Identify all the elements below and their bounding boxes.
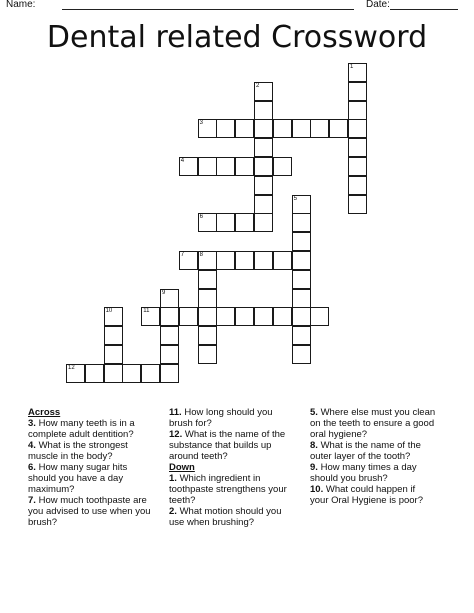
clues-column-3 bbox=[310, 407, 436, 506]
crossword-cell[interactable] bbox=[310, 307, 329, 326]
crossword-cell[interactable] bbox=[104, 364, 123, 383]
clue-item bbox=[310, 407, 436, 440]
clue-text: How much toothpaste are you advised to use when you brush? bbox=[28, 495, 151, 528]
crossword-cell[interactable] bbox=[141, 307, 160, 326]
clue-list bbox=[169, 407, 297, 462]
clue-text: What is the name of the outer layer of the tooth? bbox=[310, 440, 421, 462]
clue-number: 8. bbox=[310, 440, 318, 451]
crossword-cell[interactable] bbox=[216, 157, 235, 176]
clue-text: Which ingredient in toothpaste strengthens your teeth? bbox=[169, 473, 287, 506]
clue-number: 2. bbox=[169, 506, 177, 517]
across-heading: Across bbox=[28, 407, 61, 418]
clue-text: What motion should you use when brushing? bbox=[169, 506, 282, 528]
crossword-cell[interactable] bbox=[216, 213, 235, 232]
crossword-cell[interactable] bbox=[329, 119, 348, 138]
clue-item bbox=[310, 462, 436, 484]
clue-item bbox=[310, 440, 436, 462]
crossword-cell[interactable] bbox=[310, 119, 329, 138]
crossword-cell[interactable] bbox=[273, 157, 292, 176]
crossword-cell[interactable] bbox=[160, 364, 179, 383]
crossword-cell[interactable] bbox=[235, 157, 254, 176]
crossword-cell[interactable] bbox=[198, 326, 217, 345]
date-label: Date: bbox=[366, 0, 390, 10]
clue-number: 4. bbox=[28, 440, 36, 451]
crossword-cell[interactable] bbox=[198, 119, 217, 138]
crossword-cell[interactable] bbox=[179, 251, 198, 270]
page-title: Dental related Crossword bbox=[46, 20, 428, 55]
clue-text: What could happen if your Oral Hygiene is poor? bbox=[310, 484, 423, 506]
crossword-cell[interactable] bbox=[348, 82, 367, 101]
clue-item bbox=[28, 418, 154, 440]
clue-number: 7. bbox=[28, 495, 36, 506]
crossword-cell[interactable] bbox=[198, 251, 217, 270]
down-heading: Down bbox=[169, 462, 195, 473]
clue-item bbox=[169, 429, 297, 462]
crossword-cell[interactable] bbox=[216, 307, 235, 326]
crossword-cell[interactable] bbox=[104, 326, 123, 345]
clue-list bbox=[169, 473, 297, 528]
crossword-cell[interactable] bbox=[254, 195, 273, 214]
crossword-cell[interactable] bbox=[160, 326, 179, 345]
crossword-cell[interactable] bbox=[122, 364, 141, 383]
crossword-cell[interactable] bbox=[254, 176, 273, 195]
crossword-cell[interactable] bbox=[179, 307, 198, 326]
clue-text: What is the strongest muscle in the body? bbox=[28, 440, 128, 462]
clues-column-2 bbox=[169, 407, 297, 528]
crossword-cell[interactable] bbox=[254, 251, 273, 270]
crossword-cell[interactable] bbox=[348, 101, 367, 120]
crossword-cell[interactable] bbox=[235, 251, 254, 270]
clues-column-1 bbox=[28, 407, 154, 528]
clue-text: How many sugar hits should you have a day maximum? bbox=[28, 462, 128, 495]
clue-item bbox=[169, 506, 297, 528]
crossword-cell[interactable] bbox=[292, 307, 311, 326]
clue-text: Where else must you clean on the teeth to ensure a good oral hygiene? bbox=[310, 407, 436, 440]
crossword-cell[interactable] bbox=[273, 307, 292, 326]
clue-text: What is the name of the substance that builds up around teeth? bbox=[169, 429, 286, 462]
crossword-cell[interactable] bbox=[292, 289, 311, 308]
clue-number: 12. bbox=[169, 429, 183, 440]
cell-number: 3 bbox=[199, 120, 203, 127]
crossword-cell[interactable] bbox=[160, 307, 179, 326]
cell-number: 4 bbox=[180, 158, 185, 164]
crossword-cell[interactable] bbox=[216, 251, 235, 270]
crossword-cell[interactable] bbox=[254, 157, 273, 176]
clue-number: 10. bbox=[310, 484, 324, 495]
crossword-cell[interactable] bbox=[273, 119, 292, 138]
clue-item bbox=[310, 484, 436, 506]
crossword-cell[interactable] bbox=[292, 251, 311, 270]
crossword-cell[interactable] bbox=[273, 251, 292, 270]
crossword-cell[interactable] bbox=[348, 195, 367, 214]
crossword-cell[interactable] bbox=[348, 138, 367, 157]
cell-number: 7 bbox=[180, 252, 185, 258]
clue-item bbox=[169, 407, 297, 429]
clue-text: How many teeth is in a complete adult dentition? bbox=[28, 418, 135, 440]
clue-item bbox=[28, 495, 154, 528]
crossword-cell[interactable] bbox=[66, 364, 85, 383]
crossword-cell[interactable] bbox=[254, 307, 273, 326]
crossword-cell[interactable] bbox=[348, 176, 367, 195]
crossword-cell[interactable] bbox=[198, 345, 217, 364]
crossword-cell[interactable] bbox=[179, 157, 198, 176]
crossword-cell[interactable] bbox=[292, 270, 311, 289]
crossword-cell[interactable] bbox=[292, 195, 311, 214]
crossword-cell[interactable] bbox=[254, 138, 273, 157]
crossword-cell[interactable] bbox=[254, 119, 273, 138]
clue-text: How long should you brush for? bbox=[169, 407, 273, 429]
clue-number: 1. bbox=[169, 473, 177, 484]
clue-number: 9. bbox=[310, 462, 318, 473]
clue-number: 6. bbox=[28, 462, 36, 473]
crossword-cell[interactable] bbox=[216, 119, 235, 138]
cell-number: 10 bbox=[105, 308, 113, 315]
cell-number: 6 bbox=[199, 214, 203, 221]
crossword-cell[interactable] bbox=[141, 364, 160, 383]
crossword-cell[interactable] bbox=[198, 213, 217, 232]
cell-number: 11 bbox=[143, 308, 150, 315]
clue-text: How many times a day should you brush? bbox=[310, 462, 417, 484]
cell-number: 5 bbox=[293, 195, 297, 202]
crossword-cell[interactable] bbox=[85, 364, 104, 383]
crossword-cell[interactable] bbox=[254, 101, 273, 120]
crossword-cell[interactable] bbox=[235, 213, 254, 232]
clue-number: 5. bbox=[310, 407, 318, 418]
crossword-cell[interactable] bbox=[160, 345, 179, 364]
crossword-cell[interactable] bbox=[348, 157, 367, 176]
crossword-cell[interactable] bbox=[292, 232, 311, 251]
cell-number: 1 bbox=[350, 64, 354, 70]
clue-list bbox=[310, 407, 436, 506]
crossword-cell[interactable] bbox=[292, 326, 311, 345]
crossword-cell[interactable] bbox=[348, 119, 367, 138]
crossword-cell[interactable] bbox=[104, 345, 123, 364]
cell-number: 8 bbox=[199, 252, 203, 258]
crossword-cell[interactable] bbox=[292, 213, 311, 232]
cell-number: 2 bbox=[256, 82, 260, 89]
crossword-cell[interactable] bbox=[292, 345, 311, 364]
crossword-cell[interactable] bbox=[198, 307, 217, 326]
crossword-cell[interactable] bbox=[254, 213, 273, 232]
name-label: Name: bbox=[6, 0, 36, 10]
crossword-cell[interactable] bbox=[348, 63, 367, 82]
cell-number: 12 bbox=[68, 364, 75, 371]
clue-item bbox=[28, 440, 154, 462]
clue-item bbox=[28, 462, 154, 495]
crossword-cell[interactable] bbox=[104, 307, 123, 326]
crossword-cell[interactable] bbox=[235, 307, 254, 326]
crossword-cell[interactable] bbox=[254, 82, 273, 101]
crossword-cell[interactable] bbox=[235, 119, 254, 138]
crossword-cell[interactable] bbox=[198, 289, 217, 308]
cell-number: 9 bbox=[162, 289, 166, 296]
clue-number: 3. bbox=[28, 418, 36, 429]
clue-item bbox=[169, 473, 297, 506]
crossword-cell[interactable] bbox=[292, 119, 311, 138]
crossword-cell[interactable] bbox=[198, 270, 217, 289]
crossword-cell[interactable] bbox=[198, 157, 217, 176]
clue-list bbox=[28, 418, 154, 528]
crossword-cell[interactable] bbox=[160, 289, 179, 308]
clue-number: 11. bbox=[169, 407, 182, 418]
